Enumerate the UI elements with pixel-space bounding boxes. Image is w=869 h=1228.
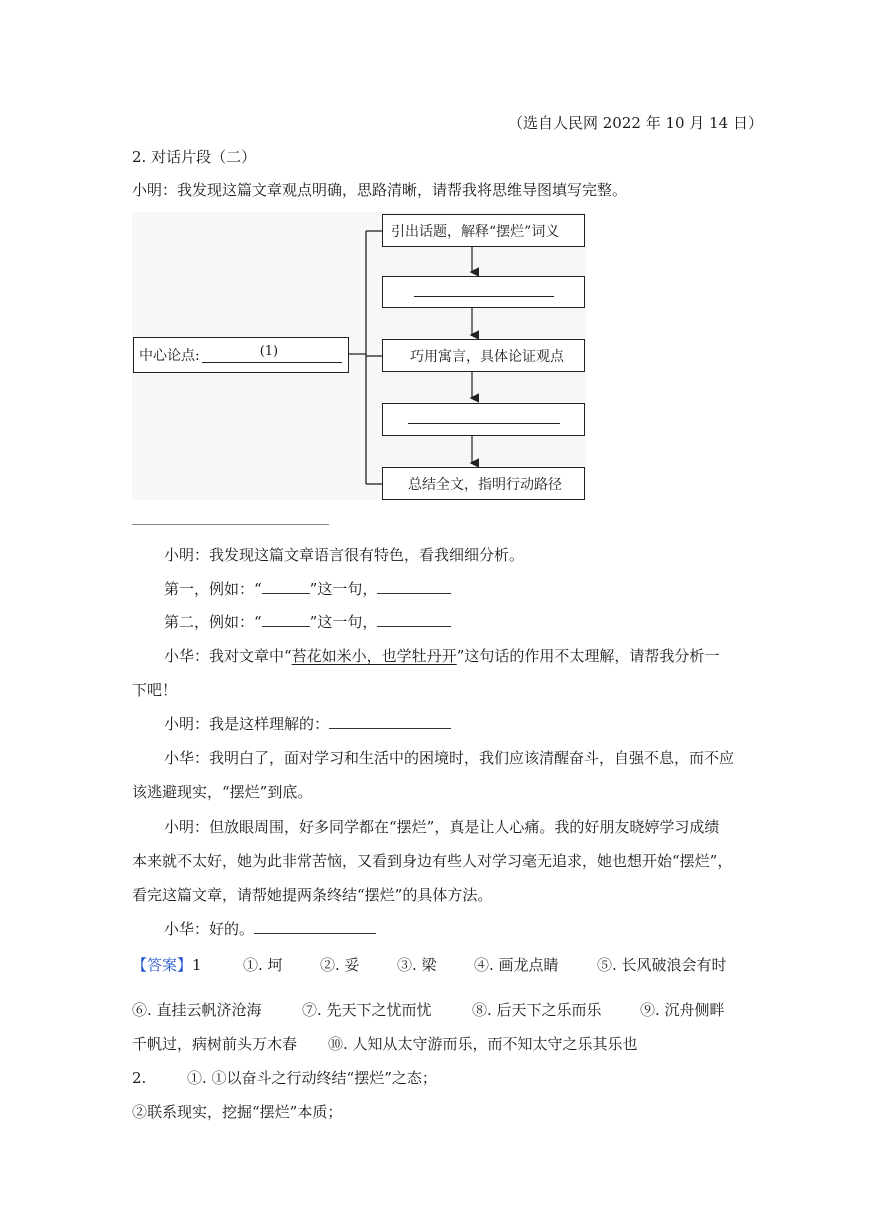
answer-9: ⑨. 沉舟侧畔 [640,1001,725,1019]
flow-box-2-blank [414,288,554,297]
hua3-text: 小华：好的。 [164,920,255,938]
answer-1: ①. 坷 [243,956,283,974]
first-quote-blank [262,579,310,594]
dialogue-hua-1-cont: 下吧！ [132,681,178,699]
first-suffix: ”这一句， [309,580,378,598]
flow-box-4 [382,403,585,436]
answer-line-1 [132,955,202,975]
answer-9-cont: 千帆过，病树前头万木春 [132,1035,298,1053]
hua1-quote: 苔花如米小，也学牡丹开 [291,647,457,665]
ming2-blank [329,714,451,729]
flow-box-5: 总结全文，指明行动路径 [382,467,585,500]
dialogue-line-1: 小明：我发现这篇文章语言很有特色，看我细细分析。 [164,546,525,564]
dialogue-hua-3 [164,919,376,939]
second-suffix: ”这一句， [309,613,378,631]
answer-tag: 【答案】 [132,956,193,974]
answer-2-1: ①. ①以奋斗之行动终结“摆烂”之态； [187,1069,437,1087]
second-quote-blank [262,612,310,627]
first-analysis-blank [377,579,451,594]
center-argument-label: 中心论点: [139,348,200,364]
dialogue-ming-3: 小明：但放眼周围，好多同学都在“摆烂”，真是让人心痛。我的好朋友晓婷学习成绩 [164,818,720,836]
answer-7: ⑦. 先天下之忧而忧 [302,1001,432,1019]
intro-text: 小明：我发现这篇文章观点明确，思路清晰，请帮我将思维导图填写完整。 [132,181,628,199]
dialogue-hua-2-cont: 该逃避现实，“摆烂”到底。 [132,783,313,801]
first-prefix: 第一，例如：“ [164,580,262,598]
dialogue-first [164,579,451,599]
dialogue-hua-1 [164,646,719,666]
center-argument-box [133,337,349,373]
flow-box-2 [382,276,585,308]
answer-8: ⑧. 后天下之乐而乐 [472,1001,602,1019]
answer-6: ⑥. 直挂云帆济沧海 [132,1001,262,1019]
answer-num-1: 1 [192,956,202,974]
flow-box-3: 巧用寓言，具体论证观点 [382,339,585,372]
second-analysis-blank [377,612,451,627]
answer-2: ②. 妥 [320,956,360,974]
dialogue-ming-3-cont2: 看完这篇文章，请帮她提两条终结“摆烂”的具体方法。 [132,886,493,904]
answer-10: ⑩. 人知从太守游而乐，而不知太守之乐其乐也 [328,1035,638,1053]
hua1-prefix: 小华：我对文章中“ [164,647,292,665]
dialogue-ming-3-cont1: 本来就不太好，她为此非常苦恼，又看到身边有些人对学习毫无追求，她也想开始“摆烂”， [132,852,733,870]
blank-number: (1) [259,344,279,359]
answer-5: ⑤. 长风破浪会有时 [597,956,727,974]
section-title: 2. 对话片段（二） [132,148,257,166]
center-argument-blank [202,344,342,363]
dialogue-second [164,612,451,632]
answer-4: ④. 画龙点睛 [474,956,559,974]
dialogue-ming-2 [164,714,451,734]
dialogue-hua-2: 小华：我明白了，面对学习和生活中的困境时，我们应该清醒奋斗，自强不息，而不应 [164,749,735,767]
source-citation: （选自人民网 2022 年 10 月 14 日） [508,114,763,132]
hua3-blank [254,919,376,934]
answer-3: ③. 梁 [397,956,437,974]
flow-box-1: 引出话题，解释“摆烂”词义 [382,214,585,247]
answer-num-2: 2. [132,1069,147,1087]
flow-box-4-blank [408,415,560,424]
ming2-text: 小明：我是这样理解的： [164,715,330,733]
second-prefix: 第二，例如：“ [164,613,262,631]
diagram-connectors [0,0,869,520]
hua1-suffix: ”这句话的作用不太理解，请帮我分析一 [456,647,720,665]
answer-2-2: ②联系现实，挖掘“摆烂”本质； [132,1103,343,1121]
answer-blank-line [132,524,329,525]
